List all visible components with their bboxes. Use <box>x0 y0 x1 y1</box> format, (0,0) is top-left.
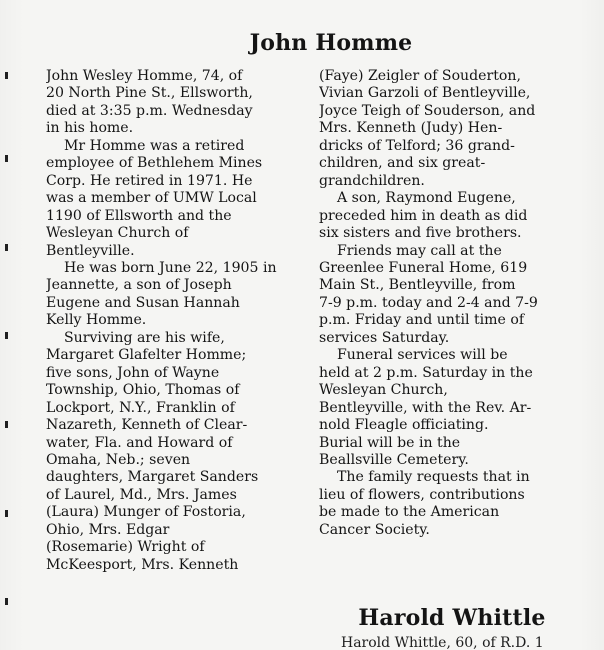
obituary-text-line: dricks of Telford; 36 grand- <box>319 137 515 154</box>
obituary-text-line: six sisters and five brothers. <box>319 225 522 242</box>
obituary-text-line: be made to the American <box>319 504 500 521</box>
obituary-text-line: Cancer Society. <box>319 521 430 538</box>
obituary-text-line: Ohio, Mrs. Edgar <box>46 521 170 538</box>
obituary-text-line: McKeesport, Mrs. Kenneth <box>46 556 239 573</box>
obituary-text-line: preceded him in death as did <box>319 207 528 224</box>
obituary-text-line: employee of Bethlehem Mines <box>46 155 263 172</box>
obituary-text-line: Bentleyville, with the Rev. Ar- <box>319 399 532 416</box>
cut-off-text-fragment: Harold Whittle, 60, of R.D. 1 <box>341 635 544 650</box>
obituary-text-line: nold Fleagle officiating. <box>319 417 489 434</box>
obituary-text-line: lieu of flowers, contributions <box>319 486 525 503</box>
left-edge-mark <box>5 332 8 339</box>
obituary-text-line: Margaret Glafelter Homme; <box>46 347 247 364</box>
obituary-text-line: in his home. <box>46 120 134 137</box>
obituary-text-line: He was born June 22, 1905 in <box>64 259 277 276</box>
obituary-text-line: Jeannette, a son of Joseph <box>46 277 232 294</box>
obituary-text-line: Wesleyan Church of <box>46 225 189 242</box>
obituary-text-line: Kelly Homme. <box>46 312 147 329</box>
left-edge-mark <box>5 244 8 251</box>
obituary-text-line: daughters, Margaret Sanders <box>46 469 259 486</box>
obituary-text-line: John Wesley Homme, 74, of <box>46 68 243 84</box>
obituary-text-line: Main St., Bentleyville, from <box>319 277 516 294</box>
obituary-text-line: five sons, John of Wayne <box>46 364 220 381</box>
obituary-text-line: Mrs. Kenneth (Judy) Hen- <box>319 120 503 137</box>
obituary-text-line: Corp. He retired in 1971. He <box>46 172 253 189</box>
obituary-text-line: 20 North Pine St., Ellsworth, <box>46 85 253 102</box>
obituary-text-line: (Rosemarie) Wright of <box>46 539 205 556</box>
obituary-title-harold-whittle: Harold Whittle <box>358 605 546 631</box>
obituary-text-line: Funeral services will be <box>337 347 508 364</box>
left-edge-mark <box>5 72 8 79</box>
obituary-text-line: (Laura) Munger of Fostoria, <box>46 504 246 521</box>
obituary-text-line: Burial will be in the <box>319 434 461 451</box>
obituary-text-line: 1190 of Ellsworth and the <box>46 207 232 224</box>
obituary-text-line: held at 2 p.m. Saturday in the <box>319 364 533 381</box>
obituary-text-line: Eugene and Susan Hannah <box>46 294 240 311</box>
obituary-title-john-homme: John Homme <box>249 30 413 56</box>
obituary-text-line: 7-9 p.m. today and 2-4 and 7-9 <box>319 294 538 311</box>
obituary-text-line: grandchildren. <box>319 172 425 189</box>
left-edge-mark <box>5 155 8 162</box>
obituary-text-line: of Laurel, Md., Mrs. James <box>46 486 237 503</box>
obituary-text-line: water, Fla. and Howard of <box>46 434 233 451</box>
obituary-right-column <box>319 68 584 539</box>
obituary-text-line: Vivian Garzoli of Bentleyville, <box>319 85 531 102</box>
obituary-text-line: Wesleyan Church, <box>319 382 448 399</box>
obituary-text-line: A son, Raymond Eugene, <box>337 190 516 207</box>
obituary-text-line: children, and six great- <box>319 155 486 172</box>
obituary-text-line: Beallsville Cemetery. <box>319 451 469 468</box>
obituary-text-line: was a member of UMW Local <box>46 190 257 207</box>
obituary-text-line: p.m. Friday and until time of <box>319 312 525 329</box>
obituary-left-column <box>46 68 298 574</box>
left-edge-mark <box>5 421 8 428</box>
obituary-text-line: Bentleyville. <box>46 242 135 259</box>
obituary-text-line: Omaha, Neb.; seven <box>46 451 191 468</box>
obituary-text-line: Mr Homme was a retired <box>64 137 245 154</box>
obituary-text-line: died at 3:35 p.m. Wednesday <box>46 102 253 119</box>
obituary-text-line: Friends may call at the <box>337 242 502 259</box>
left-edge-mark <box>5 510 8 517</box>
left-edge-mark <box>5 598 8 605</box>
obituary-text-line: Greenlee Funeral Home, 619 <box>319 259 528 276</box>
obituary-text-line: Lockport, N.Y., Franklin of <box>46 399 235 416</box>
obituary-text-line: Surviving are his wife, <box>64 329 225 346</box>
obituary-text-line: Joyce Teigh of Souderson, and <box>319 102 536 119</box>
cut-off-bottom-text <box>0 628 604 650</box>
obituary-text-line: Township, Ohio, Thomas of <box>46 382 240 399</box>
obituary-text-line: services Saturday. <box>319 329 450 346</box>
obituary-text-line: (Faye) Zeigler of Souderton, <box>319 68 521 84</box>
obituary-text-line: Nazareth, Kenneth of Clear- <box>46 417 248 434</box>
obituary-text-line: The family requests that in <box>337 469 530 486</box>
